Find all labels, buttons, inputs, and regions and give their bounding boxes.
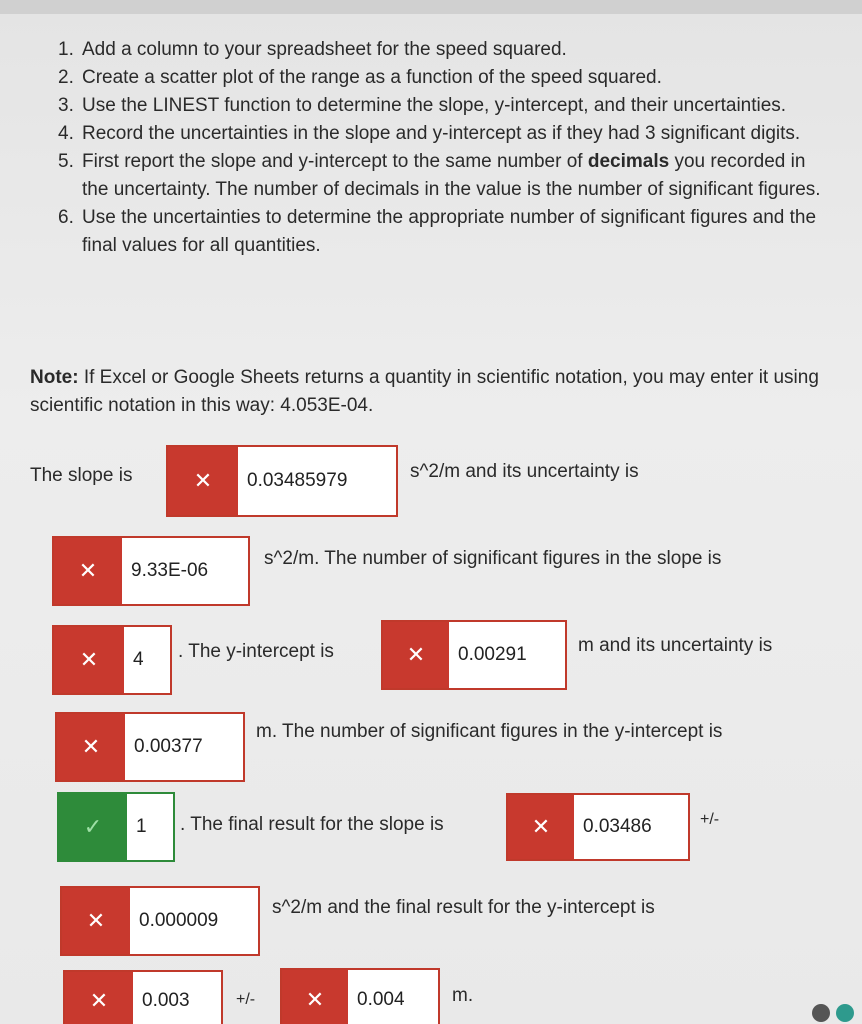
yintercept-sigfigs-input[interactable]: 1 bbox=[127, 794, 173, 860]
instruction-step: 3. Use the LINEST function to determine the slope, y-intercept, and their uncertainties. bbox=[58, 95, 787, 116]
final-slope-uncertainty-input[interactable]: 0.000009 bbox=[130, 888, 258, 954]
instruction-step: 1. Add a column to your spreadsheet for the speed squared. bbox=[58, 39, 567, 60]
incorrect-icon: ✕ bbox=[81, 734, 101, 759]
incorrect-icon: ✕ bbox=[78, 558, 98, 583]
final-yintercept-uncertainty-answer-box[interactable] bbox=[280, 968, 440, 1024]
final-slope-answer-box[interactable] bbox=[506, 793, 690, 861]
yintercept-label: . The y-intercept is bbox=[178, 641, 334, 662]
instruction-list bbox=[58, 36, 828, 260]
final-yintercept-uncertainty-input[interactable]: 0.004 bbox=[348, 970, 438, 1024]
corner-widgets bbox=[812, 1004, 854, 1022]
final-slope-uncertainty-answer-box[interactable] bbox=[60, 886, 260, 956]
incorrect-icon: ✕ bbox=[406, 642, 426, 667]
instruction-step: 2. Create a scatter plot of the range as a function of the speed squared. bbox=[58, 67, 662, 88]
yintercept-sigfigs-answer-box[interactable] bbox=[57, 792, 175, 862]
incorrect-icon: ✕ bbox=[89, 988, 109, 1013]
final-yintercept-input[interactable]: 0.003 bbox=[133, 972, 221, 1024]
incorrect-icon: ✕ bbox=[79, 647, 99, 672]
dark-circle-icon bbox=[812, 1004, 830, 1022]
instruction-step: 4. Record the uncertainties in the slope and y-intercept as if they had 3 significant digits. bbox=[58, 123, 801, 144]
yintercept-sigfig-label: m. The number of significant figures in the y-intercept is bbox=[256, 721, 723, 742]
final-slope-input[interactable]: 0.03486 bbox=[574, 795, 688, 859]
incorrect-icon: ✕ bbox=[305, 987, 325, 1012]
incorrect-icon: ✕ bbox=[193, 468, 213, 493]
yintercept-uncertainty-input[interactable]: 0.00377 bbox=[125, 714, 243, 780]
slope-label: The slope is bbox=[30, 465, 133, 486]
final-yintercept-label: s^2/m and the final result for the y-intercept is bbox=[272, 897, 655, 918]
slope-input[interactable]: 0.03485979 bbox=[238, 447, 396, 515]
incorrect-icon: ✕ bbox=[86, 908, 106, 933]
slope-unit-label: s^2/m and its uncertainty is bbox=[410, 461, 639, 482]
yintercept-answer-box[interactable] bbox=[381, 620, 567, 690]
slope-uncertainty-answer-box[interactable] bbox=[52, 536, 250, 606]
slope-uncertainty-input[interactable]: 9.33E-06 bbox=[122, 538, 248, 604]
slope-sigfigs-input[interactable]: 4 bbox=[124, 627, 170, 693]
yintercept-input[interactable]: 0.00291 bbox=[449, 622, 565, 688]
slope-sigfig-label: s^2/m. The number of significant figures in the slope is bbox=[264, 548, 722, 569]
scientific-notation-note: Note: If Excel or Google Sheets returns a quantity in scientific notation, you may enter it using scientific notation in this way: 4.053E-04. bbox=[30, 367, 819, 416]
yintercept-uncertainty-answer-box[interactable] bbox=[55, 712, 245, 782]
top-band bbox=[0, 0, 862, 14]
slope-sigfigs-answer-box[interactable] bbox=[52, 625, 172, 695]
incorrect-icon: ✕ bbox=[531, 814, 551, 839]
plus-minus-label: +/- bbox=[236, 991, 256, 1008]
plus-minus-label: +/- bbox=[700, 811, 720, 828]
final-yintercept-answer-box[interactable] bbox=[63, 970, 223, 1024]
instruction-step: 6. Use the uncertainties to determine the appropriate number of significant figures and the final values for all quantities. bbox=[58, 207, 817, 256]
yintercept-unit-label: m and its uncertainty is bbox=[578, 635, 773, 656]
teal-circle-icon bbox=[836, 1004, 854, 1022]
slope-answer-box[interactable] bbox=[166, 445, 398, 517]
final-slope-label: . The final result for the slope is bbox=[180, 814, 444, 835]
instruction-step: 5. First report the slope and y-intercept to the same number of decimals you recorded in the uncertainty. The number of decimals in the value is the number of significant figures. bbox=[58, 151, 821, 200]
correct-check-icon: ✓ bbox=[83, 814, 103, 839]
meters-label: m. bbox=[452, 985, 474, 1006]
